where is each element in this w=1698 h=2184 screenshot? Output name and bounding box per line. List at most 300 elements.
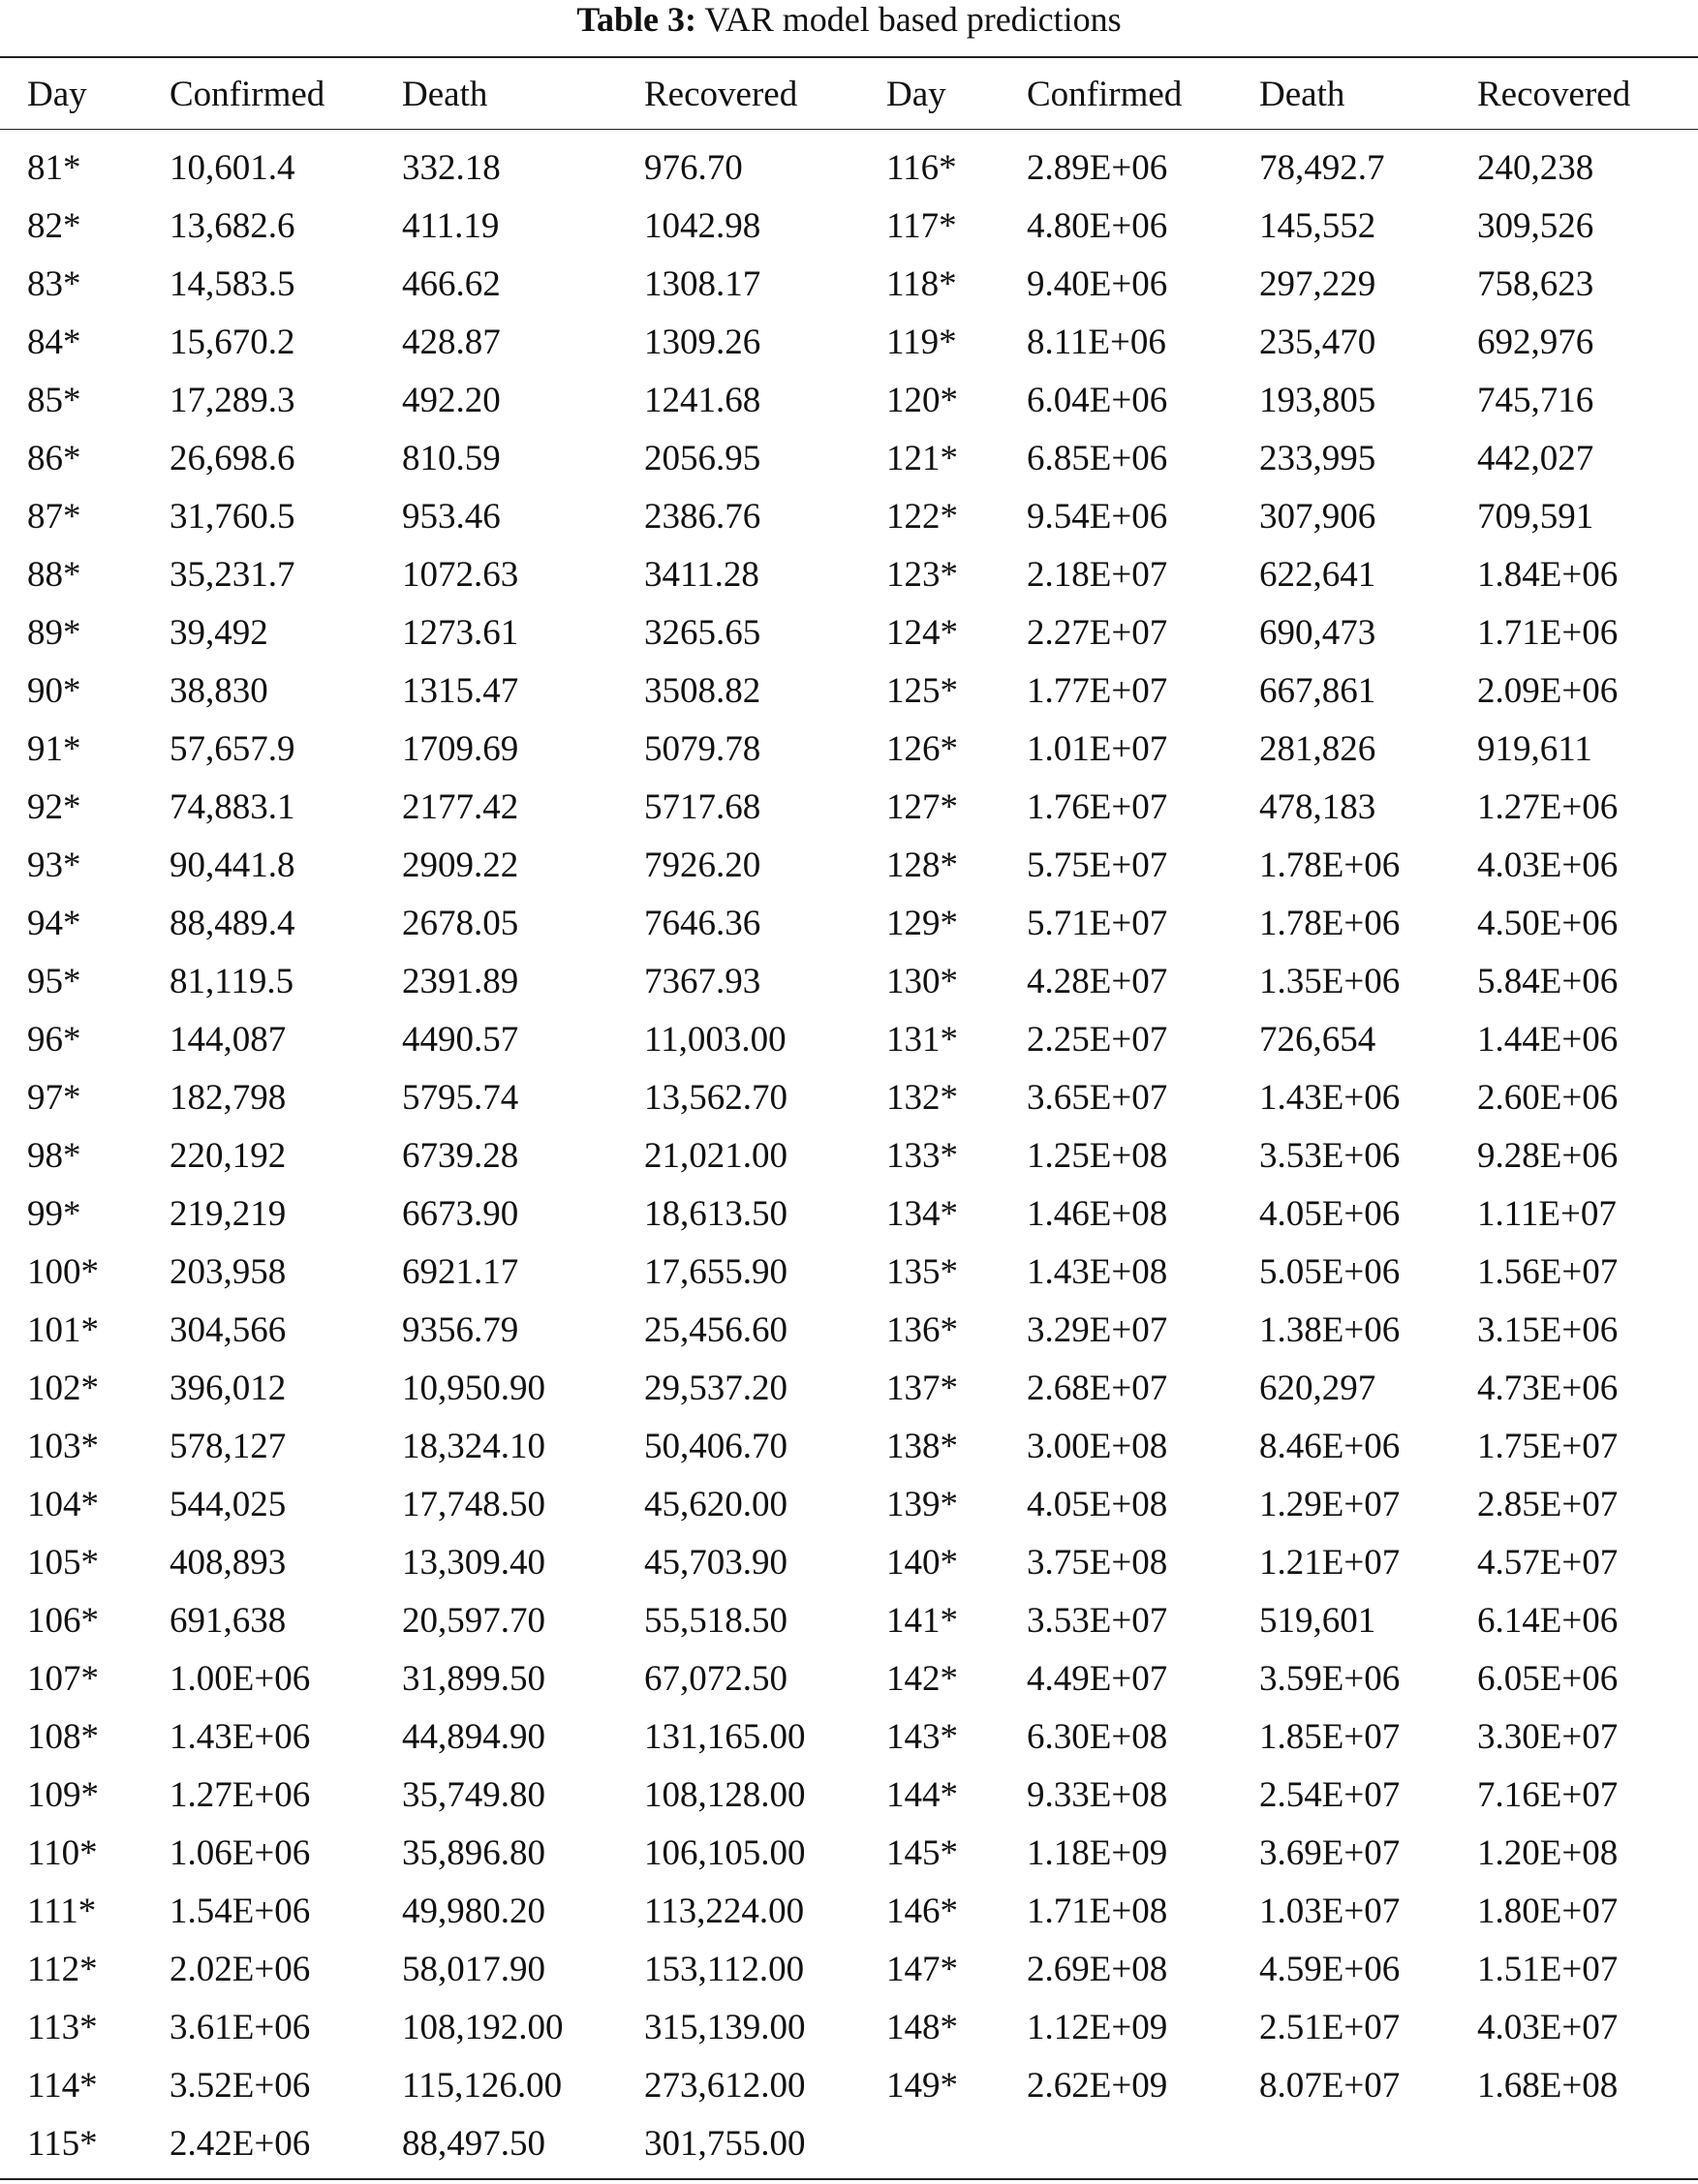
table-row [0, 1126, 1698, 1184]
header-confirmed-2: Confirmed [1027, 75, 1183, 114]
table-row [0, 1824, 1698, 1882]
cell-confirmed: 144,087 [170, 1019, 287, 1060]
cell-day-2: 119* [886, 322, 957, 362]
cell-recovered-2: 1.75E+07 [1477, 1426, 1619, 1466]
header-recovered: Recovered [644, 75, 798, 114]
cell-death-2: 519,601 [1259, 1600, 1376, 1641]
cell-recovered-2: 4.03E+07 [1477, 2007, 1619, 2047]
cell-death: 115,126.00 [402, 2065, 563, 2106]
cell-confirmed-2: 3.00E+08 [1027, 1426, 1168, 1466]
cell-death: 10,950.90 [402, 1368, 545, 1408]
cell-death: 49,980.20 [402, 1891, 545, 1931]
cell-day: 108* [27, 1716, 99, 1757]
table-row [0, 197, 1698, 255]
cell-confirmed: 1.54E+06 [170, 1891, 311, 1931]
cell-death-2: 1.78E+06 [1259, 845, 1401, 885]
cell-confirmed: 578,127 [170, 1426, 287, 1466]
cell-death-2: 690,473 [1259, 612, 1376, 653]
cell-confirmed-2: 1.01E+07 [1027, 728, 1168, 769]
cell-day-2: 146* [886, 1891, 958, 1931]
cell-recovered: 5717.68 [644, 786, 761, 827]
cell-recovered-2: 4.50E+06 [1477, 903, 1619, 943]
cell-day-2: 120* [886, 380, 958, 420]
cell-recovered: 1042.98 [644, 205, 761, 246]
cell-death-2: 1.35E+06 [1259, 961, 1401, 1001]
table-row [0, 603, 1698, 661]
cell-confirmed: 2.42E+06 [170, 2123, 311, 2164]
cell-day-2: 118* [886, 263, 957, 304]
cell-death-2: 8.46E+06 [1259, 1426, 1401, 1466]
cell-recovered: 976.70 [644, 147, 743, 188]
table-row [0, 720, 1698, 778]
cell-confirmed-2: 2.27E+07 [1027, 612, 1168, 653]
cell-confirmed: 81,119.5 [170, 961, 294, 1001]
cell-death-2: 1.85E+07 [1259, 1716, 1401, 1757]
cell-death: 2177.42 [402, 786, 519, 827]
cell-recovered: 11,003.00 [644, 1019, 787, 1060]
cell-recovered-2: 1.11E+07 [1477, 1193, 1617, 1234]
cell-recovered-2: 9.28E+06 [1477, 1135, 1619, 1176]
cell-death: 5795.74 [402, 1077, 519, 1118]
cell-recovered: 7926.20 [644, 845, 761, 885]
cell-day: 97* [27, 1077, 81, 1118]
cell-recovered: 108,128.00 [644, 1774, 806, 1815]
cell-day: 111* [27, 1891, 97, 1931]
table-header-row [0, 60, 1698, 129]
cell-recovered: 153,112.00 [644, 1949, 805, 1989]
cell-day-2: 131* [886, 1019, 958, 1060]
header-death-2: Death [1259, 75, 1345, 114]
table-row [0, 1591, 1698, 1649]
cell-recovered-2: 240,238 [1477, 147, 1594, 188]
cell-confirmed-2: 9.40E+06 [1027, 263, 1168, 304]
cell-death-2: 307,906 [1259, 496, 1376, 537]
cell-death-2: 667,861 [1259, 670, 1376, 711]
cell-death: 58,017.90 [402, 1949, 545, 1989]
cell-confirmed: 2.02E+06 [170, 1949, 311, 1989]
cell-day-2: 137* [886, 1368, 958, 1408]
table-top-rule [0, 56, 1698, 58]
table-row [0, 545, 1698, 603]
cell-confirmed-2: 4.28E+07 [1027, 961, 1168, 1001]
cell-confirmed-2: 3.29E+07 [1027, 1309, 1168, 1350]
cell-day-2: 123* [886, 554, 958, 595]
cell-confirmed: 1.06E+06 [170, 1832, 311, 1873]
table-caption-label: Table 3: [576, 0, 697, 39]
cell-recovered-2: 6.05E+06 [1477, 1658, 1619, 1699]
cell-recovered-2: 4.73E+06 [1477, 1368, 1619, 1408]
cell-recovered-2: 745,716 [1477, 380, 1594, 420]
cell-day: 101* [27, 1309, 99, 1350]
cell-confirmed-2: 4.49E+07 [1027, 1658, 1168, 1699]
cell-death-2: 3.69E+07 [1259, 1832, 1401, 1873]
cell-day-2: 127* [886, 786, 958, 827]
cell-day: 90* [27, 670, 81, 711]
cell-death: 1315.47 [402, 670, 519, 711]
table-row [0, 952, 1698, 1010]
cell-day-2: 142* [886, 1658, 958, 1699]
cell-confirmed: 38,830 [170, 670, 268, 711]
cell-death-2: 620,297 [1259, 1368, 1376, 1408]
cell-recovered-2: 4.57E+07 [1477, 1542, 1619, 1583]
cell-death-2: 2.54E+07 [1259, 1774, 1401, 1815]
cell-day-2: 116* [886, 147, 957, 188]
cell-death-2: 1.38E+06 [1259, 1309, 1401, 1350]
cell-day: 107* [27, 1658, 99, 1699]
cell-day-2: 125* [886, 670, 958, 711]
cell-day-2: 148* [886, 2007, 958, 2047]
table-row [0, 661, 1698, 720]
cell-death: 1072.63 [402, 554, 519, 595]
cell-confirmed: 35,231.7 [170, 554, 295, 595]
cell-day-2: 130* [886, 961, 958, 1001]
table-row [0, 2056, 1698, 2114]
cell-day: 91* [27, 728, 81, 769]
cell-confirmed: 13,682.6 [170, 205, 295, 246]
cell-confirmed: 14,583.5 [170, 263, 295, 304]
cell-death-2: 233,995 [1259, 438, 1376, 478]
cell-confirmed-2: 3.65E+07 [1027, 1077, 1168, 1118]
cell-confirmed: 26,698.6 [170, 438, 295, 478]
cell-day: 87* [27, 496, 81, 537]
cell-death-2: 145,552 [1259, 205, 1376, 246]
cell-recovered-2: 1.84E+06 [1477, 554, 1619, 595]
cell-recovered-2: 692,976 [1477, 322, 1594, 362]
cell-confirmed: 39,492 [170, 612, 268, 653]
cell-day: 89* [27, 612, 81, 653]
table-row [0, 255, 1698, 313]
cell-confirmed: 544,025 [170, 1484, 287, 1524]
cell-confirmed-2: 5.71E+07 [1027, 903, 1168, 943]
cell-confirmed-2: 2.18E+07 [1027, 554, 1168, 595]
cell-day: 85* [27, 380, 81, 420]
cell-death-2: 3.53E+06 [1259, 1135, 1401, 1176]
cell-confirmed-2: 6.04E+06 [1027, 380, 1168, 420]
table-body [0, 129, 1698, 2172]
cell-confirmed-2: 2.68E+07 [1027, 1368, 1168, 1408]
cell-recovered-2: 709,591 [1477, 496, 1594, 537]
cell-death: 492.20 [402, 380, 501, 420]
cell-recovered: 55,518.50 [644, 1600, 787, 1641]
cell-death: 466.62 [402, 263, 501, 304]
cell-confirmed-2: 1.76E+07 [1027, 786, 1168, 827]
cell-death: 108,192.00 [402, 2007, 564, 2047]
cell-recovered-2: 2.85E+07 [1477, 1484, 1619, 1524]
cell-death-2: 1.78E+06 [1259, 903, 1401, 943]
cell-recovered: 5079.78 [644, 728, 761, 769]
cell-recovered-2: 1.56E+07 [1477, 1251, 1619, 1292]
cell-day: 99* [27, 1193, 81, 1234]
cell-day: 81* [27, 147, 81, 188]
cell-death-2: 4.05E+06 [1259, 1193, 1401, 1234]
cell-day: 104* [27, 1484, 99, 1524]
cell-death: 9356.79 [402, 1309, 519, 1350]
cell-death: 88,497.50 [402, 2123, 545, 2164]
table-row [0, 1184, 1698, 1243]
cell-confirmed: 17,289.3 [170, 380, 295, 420]
cell-confirmed: 88,489.4 [170, 903, 295, 943]
cell-death-2: 1.21E+07 [1259, 1542, 1401, 1583]
cell-confirmed-2: 1.25E+08 [1027, 1135, 1168, 1176]
cell-recovered-2: 2.60E+06 [1477, 1077, 1619, 1118]
cell-day: 93* [27, 845, 81, 885]
cell-day: 113* [27, 2007, 98, 2047]
table-row [0, 778, 1698, 836]
cell-confirmed: 90,441.8 [170, 845, 295, 885]
header-confirmed: Confirmed [170, 75, 325, 114]
cell-day-2: 140* [886, 1542, 958, 1583]
cell-day: 96* [27, 1019, 81, 1060]
cell-death: 18,324.10 [402, 1426, 545, 1466]
cell-recovered-2: 442,027 [1477, 438, 1594, 478]
cell-day-2: 141* [886, 1600, 958, 1641]
cell-confirmed: 57,657.9 [170, 728, 295, 769]
cell-day: 110* [27, 1832, 98, 1873]
cell-day-2: 136* [886, 1309, 958, 1350]
cell-confirmed-2: 9.54E+06 [1027, 496, 1168, 537]
cell-day: 83* [27, 263, 81, 304]
header-day: Day [27, 75, 87, 114]
cell-confirmed: 10,601.4 [170, 147, 295, 188]
cell-confirmed: 3.61E+06 [170, 2007, 311, 2047]
cell-recovered: 106,105.00 [644, 1832, 806, 1873]
cell-confirmed-2: 3.75E+08 [1027, 1542, 1168, 1583]
cell-recovered-2: 1.27E+06 [1477, 786, 1619, 827]
cell-death: 44,894.90 [402, 1716, 545, 1757]
cell-day: 82* [27, 205, 81, 246]
cell-recovered-2 [1477, 2114, 1698, 2172]
cell-recovered: 3411.28 [644, 554, 759, 595]
cell-day: 98* [27, 1135, 81, 1176]
cell-recovered: 3508.82 [644, 670, 761, 711]
table-caption-text: VAR model based predictions [704, 0, 1122, 39]
cell-confirmed-2: 2.89E+06 [1027, 147, 1168, 188]
cell-day-2: 143* [886, 1716, 958, 1757]
cell-death: 2678.05 [402, 903, 519, 943]
cell-recovered: 273,612.00 [644, 2065, 806, 2106]
cell-confirmed: 1.00E+06 [170, 1658, 311, 1699]
cell-day: 103* [27, 1426, 99, 1466]
cell-day: 92* [27, 786, 81, 827]
cell-recovered-2: 1.68E+08 [1477, 2065, 1619, 2106]
cell-recovered: 21,021.00 [644, 1135, 787, 1176]
cell-death: 428.87 [402, 322, 501, 362]
cell-recovered: 301,755.00 [644, 2123, 806, 2164]
cell-day-2: 145* [886, 1832, 958, 1873]
cell-death-2: 622,641 [1259, 554, 1376, 595]
cell-death: 332.18 [402, 147, 501, 188]
cell-recovered: 131,165.00 [644, 1716, 806, 1757]
cell-day-2: 122* [886, 496, 958, 537]
table-row [0, 1707, 1698, 1766]
table-row [0, 487, 1698, 545]
cell-day-2: 147* [886, 1949, 958, 1989]
cell-confirmed-2: 1.46E+08 [1027, 1193, 1168, 1234]
cell-death-2: 726,654 [1259, 1019, 1376, 1060]
cell-confirmed-2 [1027, 2114, 1259, 2172]
table-row [0, 1243, 1698, 1301]
cell-recovered-2: 4.03E+06 [1477, 845, 1619, 885]
cell-confirmed: 31,760.5 [170, 496, 295, 537]
cell-death: 1709.69 [402, 728, 519, 769]
cell-day-2: 139* [886, 1484, 958, 1524]
cell-recovered-2: 7.16E+07 [1477, 1774, 1619, 1815]
cell-day-2 [886, 2114, 1027, 2172]
cell-day-2: 121* [886, 438, 958, 478]
table-row [0, 1010, 1698, 1068]
cell-death-2: 2.51E+07 [1259, 2007, 1401, 2047]
cell-death: 6739.28 [402, 1135, 519, 1176]
cell-day: 84* [27, 322, 81, 362]
cell-death: 20,597.70 [402, 1600, 545, 1641]
table-row [0, 2114, 1698, 2172]
cell-confirmed-2: 3.53E+07 [1027, 1600, 1168, 1641]
cell-confirmed-2: 2.62E+09 [1027, 2065, 1168, 2106]
cell-day: 95* [27, 961, 81, 1001]
cell-recovered-2: 1.20E+08 [1477, 1832, 1619, 1873]
cell-day: 88* [27, 554, 81, 595]
header-recovered-2: Recovered [1477, 75, 1631, 114]
cell-day-2: 129* [886, 903, 958, 943]
cell-recovered-2: 3.30E+07 [1477, 1716, 1619, 1757]
cell-day: 106* [27, 1600, 99, 1641]
table-caption [0, 0, 1698, 39]
cell-recovered: 113,224.00 [644, 1891, 805, 1931]
cell-recovered: 50,406.70 [644, 1426, 787, 1466]
table-row [0, 1649, 1698, 1707]
cell-confirmed-2: 1.71E+08 [1027, 1891, 1168, 1931]
cell-recovered: 25,456.60 [644, 1309, 787, 1350]
cell-day: 109* [27, 1774, 99, 1815]
table-row [0, 1766, 1698, 1824]
cell-confirmed-2: 1.43E+08 [1027, 1251, 1168, 1292]
cell-recovered: 7646.36 [644, 903, 761, 943]
table-row [0, 836, 1698, 894]
cell-confirmed: 1.27E+06 [170, 1774, 311, 1815]
cell-day-2: 133* [886, 1135, 958, 1176]
cell-day-2: 144* [886, 1774, 958, 1815]
cell-recovered: 29,537.20 [644, 1368, 787, 1408]
cell-death: 6921.17 [402, 1251, 519, 1292]
cell-day-2: 149* [886, 2065, 958, 2106]
cell-day-2: 135* [886, 1251, 958, 1292]
cell-confirmed-2: 9.33E+08 [1027, 1774, 1168, 1815]
cell-confirmed: 219,219 [170, 1193, 287, 1234]
table-row [0, 1359, 1698, 1417]
cell-death: 2909.22 [402, 845, 519, 885]
table-row [0, 1998, 1698, 2056]
table-row [0, 1533, 1698, 1591]
cell-recovered: 1241.68 [644, 380, 761, 420]
cell-confirmed: 304,566 [170, 1309, 287, 1350]
cell-death: 2391.89 [402, 961, 519, 1001]
cell-recovered: 2056.95 [644, 438, 761, 478]
cell-confirmed-2: 5.75E+07 [1027, 845, 1168, 885]
cell-confirmed: 3.52E+06 [170, 2065, 311, 2106]
table-row [0, 894, 1698, 952]
cell-recovered: 315,139.00 [644, 2007, 806, 2047]
cell-death: 6673.90 [402, 1193, 519, 1234]
table-row [0, 1475, 1698, 1533]
cell-recovered-2: 6.14E+06 [1477, 1600, 1619, 1641]
cell-confirmed-2: 1.18E+09 [1027, 1832, 1168, 1873]
cell-confirmed: 408,893 [170, 1542, 287, 1583]
cell-death-2: 3.59E+06 [1259, 1658, 1401, 1699]
cell-death-2: 478,183 [1259, 786, 1376, 827]
cell-death-2: 4.59E+06 [1259, 1949, 1401, 1989]
cell-death: 810.59 [402, 438, 501, 478]
cell-day: 105* [27, 1542, 99, 1583]
cell-recovered: 13,562.70 [644, 1077, 787, 1118]
table-row [0, 1882, 1698, 1940]
cell-confirmed-2: 2.69E+08 [1027, 1949, 1168, 1989]
cell-death-2: 1.29E+07 [1259, 1484, 1401, 1524]
cell-death: 35,749.80 [402, 1774, 545, 1815]
cell-confirmed: 74,883.1 [170, 786, 295, 827]
cell-recovered-2: 1.44E+06 [1477, 1019, 1619, 1060]
cell-death-2: 281,826 [1259, 728, 1376, 769]
cell-death-2: 193,805 [1259, 380, 1376, 420]
cell-recovered-2: 2.09E+06 [1477, 670, 1619, 711]
cell-death: 35,896.80 [402, 1832, 545, 1873]
cell-day-2: 126* [886, 728, 958, 769]
cell-death: 31,899.50 [402, 1658, 545, 1699]
cell-confirmed-2: 6.85E+06 [1027, 438, 1168, 478]
table-row [0, 129, 1698, 197]
header-death: Death [402, 75, 488, 114]
cell-recovered: 45,703.90 [644, 1542, 787, 1583]
cell-confirmed: 15,670.2 [170, 322, 295, 362]
cell-confirmed: 396,012 [170, 1368, 287, 1408]
cell-death-2: 5.05E+06 [1259, 1251, 1401, 1292]
table-row [0, 1417, 1698, 1475]
cell-recovered: 7367.93 [644, 961, 761, 1001]
cell-death-2 [1259, 2114, 1477, 2172]
cell-recovered-2: 3.15E+06 [1477, 1309, 1619, 1350]
cell-recovered-2: 919,611 [1477, 728, 1592, 769]
cell-recovered-2: 1.71E+06 [1477, 612, 1619, 653]
cell-death-2: 235,470 [1259, 322, 1376, 362]
cell-death-2: 297,229 [1259, 263, 1376, 304]
cell-recovered: 2386.76 [644, 496, 761, 537]
cell-death-2: 78,492.7 [1259, 147, 1385, 188]
cell-death: 1273.61 [402, 612, 519, 653]
cell-confirmed-2: 1.77E+07 [1027, 670, 1168, 711]
cell-recovered: 18,613.50 [644, 1193, 787, 1234]
cell-day: 112* [27, 1949, 98, 1989]
cell-recovered: 1309.26 [644, 322, 761, 362]
cell-confirmed-2: 4.80E+06 [1027, 205, 1168, 246]
table-bottom-rule [0, 2178, 1698, 2180]
cell-death: 953.46 [402, 496, 501, 537]
cell-confirmed: 220,192 [170, 1135, 287, 1176]
cell-recovered-2: 309,526 [1477, 205, 1594, 246]
cell-confirmed: 203,958 [170, 1251, 287, 1292]
cell-recovered: 3265.65 [644, 612, 761, 653]
cell-recovered: 67,072.50 [644, 1658, 787, 1699]
table-row [0, 429, 1698, 487]
cell-confirmed: 182,798 [170, 1077, 287, 1118]
cell-death: 4490.57 [402, 1019, 519, 1060]
cell-day-2: 117* [886, 205, 957, 246]
cell-confirmed-2: 6.30E+08 [1027, 1716, 1168, 1757]
cell-confirmed-2: 8.11E+06 [1027, 322, 1166, 362]
cell-recovered: 1308.17 [644, 263, 761, 304]
cell-confirmed: 691,638 [170, 1600, 287, 1641]
cell-day-2: 124* [886, 612, 958, 653]
predictions-table [0, 60, 1698, 2172]
cell-day: 102* [27, 1368, 99, 1408]
